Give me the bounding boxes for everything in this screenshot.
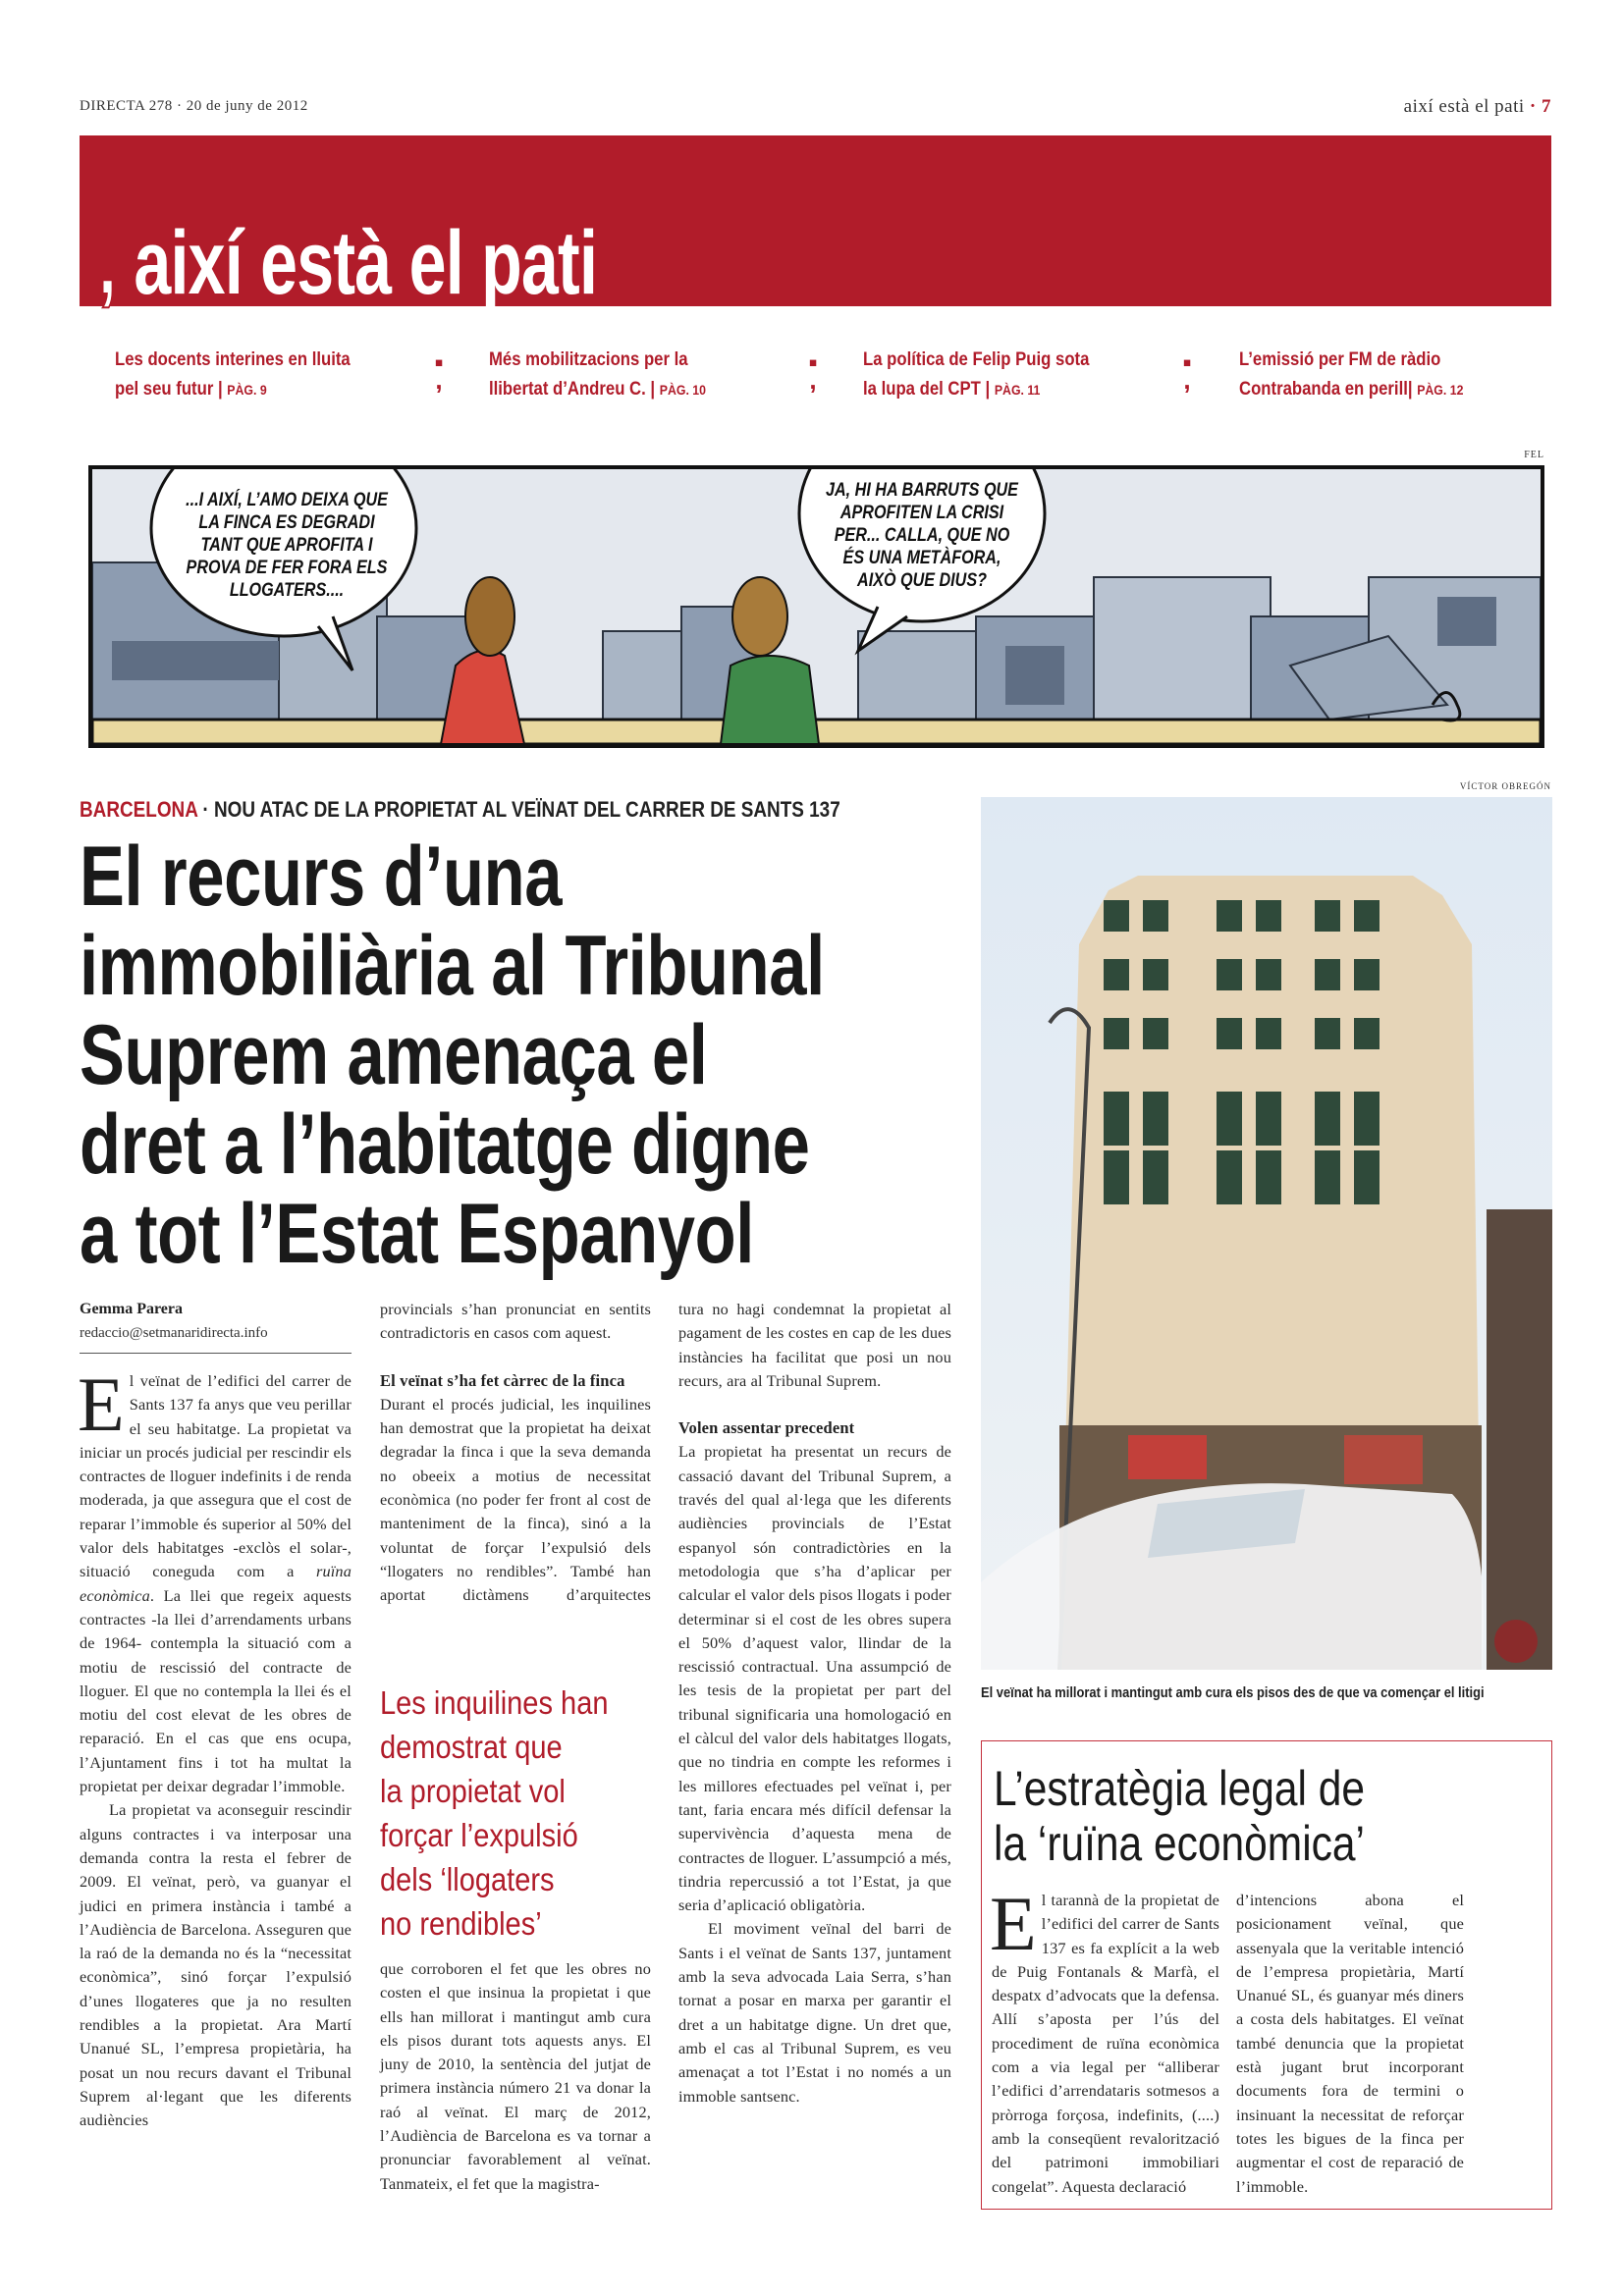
headline-line: a tot l’Estat Espanyol (80, 1187, 754, 1281)
kicker-sep: · (197, 797, 214, 822)
window (1256, 1018, 1281, 1049)
running-header-left: DIRECTA 278 · 20 de juny de 2012 (80, 98, 308, 114)
page-number: 7 (1542, 96, 1551, 117)
teaser-line: Contrabanda en perill| (1239, 379, 1418, 400)
article-paragraph: La propietat ha presentat un recurs de cassació davant del Tribunal Suprem, a través del qual al·lega que les diferents audiències provincials de l’Estat espanyol són contradictòries en la metodologia que s’ha d’aplicar per calcular el valor dels pisos llogats i poder determinar si el cost de les obres supera el 50% d’aquest valor, llindar de la rescissió contractual. Una assumpció de les tesis de la propietat per part del tribunal significaria una homologació en el càlcul del valor dels habitatges llogats, que no tindria en compte les reformes i les millores efectuades pel veïnat i, per tant, faria encara més difícil defensar la supervivència d’aquesta mena de contractes de lloguer. L’assumpció a més, tindria repercussió a tot l’Estat, ja que seria d’aplicació obligatòria. (678, 1442, 951, 1915)
teaser-line: la lupa del CPT | (863, 379, 995, 400)
kicker-place: BARCELONA (80, 797, 198, 822)
window (1256, 1150, 1281, 1204)
pull-quote-line: la propietat vol (380, 1773, 566, 1809)
window (1256, 1092, 1281, 1146)
window (1143, 1092, 1168, 1146)
sidebar-column-2: d’intencions abona el posicionament veïnal, que assenyala que la veritable intenció de l’empresa propietària, Martí Unanué SL, és guanyar més diners a costa dels habitatges. El veïnat també denuncia que la propietat està jugant brut incorporant documents fora de termini o insinuant la necessitat de reforçar totes les bigues de la finca per augmentar el cost de reparació de l’immoble. (1236, 1891, 1464, 2196)
window (1104, 1092, 1129, 1146)
article-paragraph: provincials s’han pronunciat en sentits contradictoris en casos com aquest. (380, 1300, 651, 1343)
window (1217, 1018, 1242, 1049)
article-column-2 (380, 1298, 651, 1608)
author-email[interactable]: redaccio@setmanaridirecta.info (80, 1325, 268, 1341)
pull-quote-line: forçar l’expulsió (380, 1817, 578, 1853)
article-paragraph: Durant el procés judicial, les inquilines han demostrat que la propietat ha deixat degradar la finca i que la seva demanda no obeeix a motius de necessitat econòmica (no poder fer front al cost de manteniment de la finca), sinó a la voluntat de forçar l’expulsió dels “llogaters no rendibles”. També han aportat dictàmens d’arquitectes (380, 1394, 651, 1605)
window (1354, 1092, 1380, 1146)
building-image (981, 797, 1552, 1670)
headline-line: Suprem amenaça el (80, 1008, 708, 1102)
teaser-separator: ▪ , (434, 347, 444, 395)
article-paragraph: tura no hagi condemnat la propietat al pagament de les costes en cap de les dues instàncies ha facilitat que posi un nou recurs, ara al Tribunal Suprem. (678, 1300, 951, 1390)
page-sep: · (1524, 96, 1542, 117)
teaser-line: La política de Felip Puig sota (863, 349, 1090, 370)
teaser-line: Les docents interines en lluita (115, 349, 351, 370)
comic-credit: FEL (1524, 450, 1544, 460)
sidebar-title (994, 1761, 1365, 1871)
building-photo (981, 797, 1552, 1670)
drop-cap: E (990, 1881, 1037, 1966)
kicker-text: NOU ATAC DE LA PROPIETAT AL VEÏNAT DEL CARRER DE SANTS 137 (213, 797, 840, 822)
section-comma: , (98, 213, 117, 313)
window (1217, 1092, 1242, 1146)
article-paragraph: La propietat va aconseguir rescindir alguns contractes i va interposar una demanda contra la resta el febrer de 2009. El veïnat, però, va guanyar el judici en primera instància i també a l’Audiència de Barcelona. Asseguren que la raó de la demanda no és la “necessitat econòmica”, sinó forçar l’expulsió d’unes llogateres que ja no resulten rendibles a la propietat. Ara Martí Unanué SL, l’empresa propietària, ha posat un nou recurs davant el Tribunal Suprem al·legant que les diferents audiències (80, 1800, 352, 2130)
window (1256, 959, 1281, 990)
window (1217, 900, 1242, 932)
section-title (98, 213, 598, 313)
window (1143, 959, 1168, 990)
window (1217, 959, 1242, 990)
window (1104, 1018, 1129, 1049)
teaser-page: PÀG. 12 (1417, 382, 1464, 398)
article-paragraph: El moviment veïnal del barri de Sants i el veïnat de Sants 137, juntament amb la seva advocada Laia Serra, s’han tornat a posar en marxa per garantir el dret a un habitatge digne. Un dret que, amb el cas al Tribunal Suprem, es veu amenaçat a tot l’Estat i no només a un immoble santsenc. (678, 1919, 951, 2106)
sidebar-text: l tarannà de la propietat de l’edifici del carrer de Sants 137 es fa explícit a la web de Puig Fontanals & Marfà, el despatx d’advocats que la defensa. Allí s’aposta per l’ús del procediment de ruïna econòmica com a via legal per “alliberar l’edifici d’arrendataris sotmesos a pròrroga forçosa, indefinits, (....) amb la conseqüent revalorització del patrimoni immobiliari congelat”. Aquesta declaració (992, 1891, 1219, 2196)
running-header-right (1404, 96, 1551, 118)
window (1315, 1150, 1340, 1204)
pull-quote-line: no rendibles’ (380, 1905, 542, 1942)
headline-line: immobiliària al Tribunal (80, 919, 825, 1013)
teaser-page: PÀG. 9 (227, 382, 267, 398)
italic-term: ruïna econòmica (80, 1562, 352, 1605)
window (1354, 959, 1380, 990)
byline (80, 1298, 352, 1354)
article-paragraph (78, 1362, 352, 1798)
teaser-page: PÀG. 10 (659, 382, 707, 398)
window (1315, 959, 1340, 990)
window (1256, 900, 1281, 932)
teaser-separator: ▪ , (1182, 347, 1192, 395)
window (1104, 959, 1129, 990)
speech-bubble-left: ...I AIXÍ, L’AMO DEIXA QUE LA FINCA ES DEGRADI TANT QUE APROFITA I PROVA DE FER FORA ELS LLOGATERS.... (186, 490, 388, 601)
teaser-line: Més mobilitzacions per la (489, 349, 688, 370)
window (1104, 900, 1129, 932)
teaser-link[interactable] (863, 346, 1140, 404)
teaser-link[interactable] (115, 346, 392, 404)
pull-quote (380, 1681, 619, 1946)
teaser-separator: ▪ , (808, 347, 818, 395)
teaser-link[interactable] (489, 346, 766, 404)
article-column-2-bottom (380, 1957, 651, 2196)
photo-caption: El veïnat ha millorat i mantingut amb cura els pisos des de que va començar el litigi (981, 1684, 1485, 1701)
window (1315, 900, 1340, 932)
window (1315, 1092, 1340, 1146)
teaser-page: PÀG. 11 (994, 382, 1041, 398)
sidebar-title-line: L’estratègia legal de (994, 1761, 1366, 1816)
window (1217, 1150, 1242, 1204)
window (1104, 1150, 1129, 1204)
sidebar-box (981, 1740, 1552, 2210)
window (1354, 1018, 1380, 1049)
window (1143, 900, 1168, 932)
window (1315, 1018, 1340, 1049)
section-title-text: així està el pati (116, 213, 598, 313)
drop-cap: E (78, 1362, 125, 1447)
article-column-3 (678, 1298, 951, 2109)
window (1143, 1018, 1168, 1049)
comic-strip (88, 465, 1544, 748)
article-column-1 (78, 1362, 352, 2133)
headline-line: dret a l’habitatge digne (80, 1097, 810, 1192)
sidebar-title-line: la ‘ruïna econòmica’ (994, 1816, 1365, 1871)
sidebar-column-1 (990, 1881, 1219, 2199)
teaser-line: L’emissió per FM de ràdio (1239, 349, 1441, 370)
subheading: Volen assentar precedent (678, 1418, 855, 1438)
section-name: així està el pati (1403, 96, 1525, 117)
text: l veïnat de l’edifici del carrer de Sants 137 fa anys que veu perillar el seu habitatge. La propietat va iniciar un procés judicial per rescindir els contractes de lloguer indefinits i de renda moderada, ja que assegura que el cost de reparar l’immoble és superior al 50% del valor dels habitatges -exclòs el solar-, situació coneguda com a (80, 1371, 352, 1581)
window (1143, 1150, 1168, 1204)
pull-quote-line: Les inquilines han (380, 1684, 609, 1721)
window (1354, 900, 1380, 932)
headline-line: El recurs d’una (80, 829, 563, 924)
article-kicker (80, 797, 840, 823)
teaser-link[interactable] (1239, 346, 1516, 404)
teaser-line: llibertat d’Andreu C. | (489, 379, 660, 400)
text: . La llei que regeix aquests contractes -la llei d’arrendaments urbans de 1964- contempla la situació com a motiu de rescissió del contracte de lloguer. El que no contempla la llei és el motiu del cost elevat de les obres de reparació. En el cas que ens ocupa, l’Ajuntament fins i tot ha multat la propietat per deixar degradar l’immoble. (80, 1585, 352, 1796)
subheading: El veïnat s’ha fet càrrec de la finca (380, 1370, 625, 1390)
window (1354, 1150, 1380, 1204)
article-headline (80, 829, 1011, 1281)
photo-credit: VÍCTOR OBREGÓN (1459, 781, 1551, 791)
speech-bubble-right: JA, HI HA BARRUTS QUE APROFITEN LA CRISI PER... CALLA, QUE NO ÉS UNA METÀFORA, AIXÒ QUE DIUS? (826, 480, 1018, 591)
pull-quote-line: dels ‘llogaters (380, 1861, 555, 1897)
article-paragraph: que corroboren el fet que les obres no costen el que insinua la propietat i que ells han millorat i mantingut amb cura els pisos durant tots aquests anys. El juny de 2010, la sentència del jutjat de primera instància número 21 va donar la raó al veïnat. El març de 2012, l’Audiència de Barcelona es va tornar a pronunciar favorablement al veïnat. Tanmateix, el fet que la magistra- (380, 1959, 651, 2193)
author-name: Gemma Parera (80, 1301, 183, 1317)
teaser-line: pel seu futur | (115, 379, 228, 400)
pull-quote-line: demostrat que (380, 1729, 563, 1765)
